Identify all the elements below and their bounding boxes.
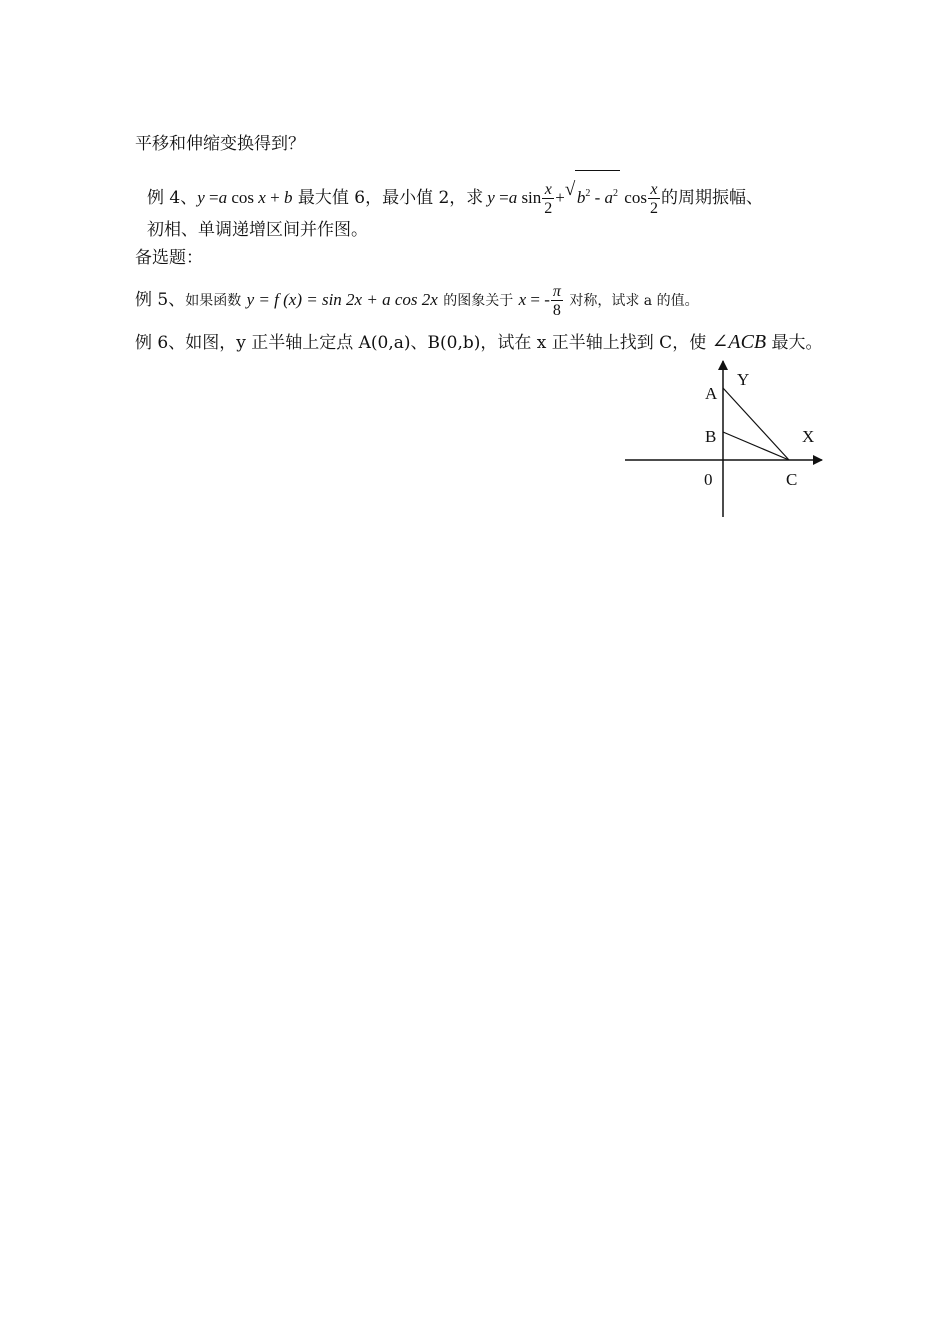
example-5-text-a: 如果函数: [185, 293, 242, 309]
label-b: B: [705, 427, 717, 446]
label-origin: 0: [704, 470, 713, 489]
fraction-x-over-2-second: $\frac{x}{2}$: [649, 180, 658, 217]
example-5-label: 例 5、: [135, 290, 186, 310]
line3-text: 初相、单调递增区间并作图。: [147, 220, 368, 240]
example-5-line: [135, 280, 699, 324]
text-line-3: [147, 222, 368, 239]
segment-ac: [723, 388, 789, 460]
square-root: √ $b^2 - a^2$: [565, 170, 620, 220]
fraction-pi-over-8: $\frac{\pi}{8}$: [552, 282, 561, 319]
alternates-heading-text: 备选题：: [135, 248, 203, 268]
example-5-text-c: 对称，试求 a 的值。: [569, 293, 699, 309]
example-6-text: 例 6、如图，y 正半轴上定点 A(0,a)、B(0,b)，试在 x 正半轴上找到 C，使: [135, 333, 707, 353]
line1-text: 平移和伸缩变换得到？: [135, 134, 305, 154]
formula-example-5: y = f (x) = sin 2x + a cos 2x: [246, 290, 438, 309]
label-c: C: [786, 470, 798, 489]
formula-symmetry-axis: x = - $\frac{\pi}{8}$: [518, 282, 561, 319]
label-a: A: [705, 384, 718, 403]
example-4-label: 例 4、: [147, 188, 198, 208]
label-y: Y: [737, 370, 750, 389]
example-5-text-b: 的图象关于: [443, 293, 514, 309]
label-x: X: [802, 427, 815, 446]
formula-target-function: y =a sin $\frac{x}{2}$ + √ $b^2 - a^2$ cos $\frac{x}{2}$: [487, 188, 661, 207]
example-4-line: [147, 170, 763, 217]
example-6-line: [135, 332, 823, 352]
fraction-x-over-2: $\frac{x}{2}$: [544, 180, 553, 217]
formula-example-4: y =a cos x + b: [197, 188, 293, 207]
example-4-suffix-text: 的周期振幅、: [660, 188, 763, 208]
angle-acb: ∠ACB: [711, 331, 767, 353]
example-4-mid-text: 最大值 6，最小值 2，求: [297, 188, 484, 208]
coordinate-figure: [615, 355, 835, 525]
section-heading-alternates: [135, 250, 203, 267]
example-6-suffix: 最大。: [771, 333, 823, 353]
text-line-1: [135, 136, 305, 153]
segment-bc: [723, 432, 789, 460]
